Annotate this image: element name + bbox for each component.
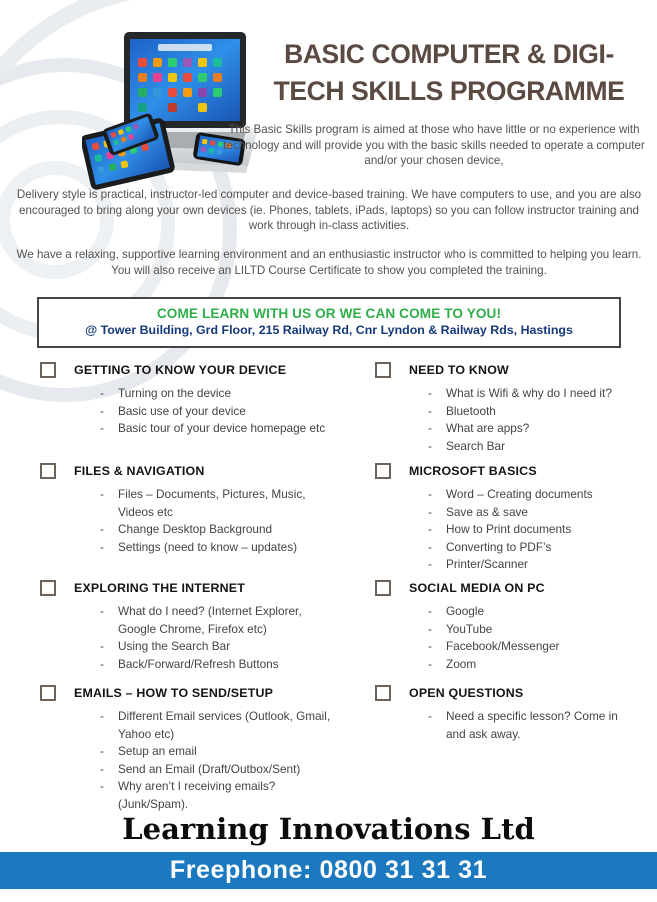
delivery-paragraph: Delivery style is practical, instructor-led computer and device-based training. We have computers to use, and you are also encouraged to bring along your own devices (ie. Phones, tablets, iPads, laptops) so you can follow instructor training and work through in-class activities. (16, 188, 642, 232)
section-title: FILES & NAVIGATION (74, 464, 205, 478)
dash-bullet: - (428, 421, 432, 435)
topic-text: Setup an email (118, 744, 197, 758)
topic-text: Printer/Scanner (446, 557, 528, 571)
banner-address: @ Tower Building, Grd Floor, 215 Railway Rd, Cnr Lyndon & Railway Rds, Hastings (85, 323, 573, 337)
section-header (40, 463, 352, 479)
section-checkbox[interactable] (40, 685, 56, 701)
topic-text: Files – Documents, Pictures, Music, Videos etc (118, 487, 306, 519)
topic-list (428, 603, 651, 673)
topic-item (428, 638, 651, 656)
section-checkbox[interactable] (375, 580, 391, 596)
dash-bullet: - (100, 744, 104, 758)
topic-item (100, 638, 352, 656)
topic-item (428, 403, 651, 421)
topic-text: Word – Creating documents (446, 487, 593, 501)
dash-bullet: - (100, 386, 104, 400)
topic-item (428, 556, 651, 574)
topic-item (100, 521, 352, 539)
topic-item (428, 486, 651, 504)
topic-text: YouTube (446, 621, 493, 636)
freephone-number: Freephone: 0800 31 31 31 (169, 856, 488, 884)
section-social-media-on-pc (375, 580, 651, 673)
topic-text: Need a specific lesson? Come in and ask away. (446, 709, 618, 741)
section-checkbox[interactable] (375, 362, 391, 378)
company-name: Learning Innovations Ltd (122, 812, 535, 846)
freephone-bar (0, 852, 657, 889)
topic-text: Back/Forward/Refresh Buttons (118, 656, 279, 671)
topic-item (100, 656, 352, 674)
section-title: EXPLORING THE INTERNET (74, 581, 245, 595)
topic-item (428, 385, 651, 403)
topic-item (100, 761, 352, 779)
topic-item (100, 539, 352, 557)
topic-item (100, 420, 352, 438)
topic-list (100, 486, 352, 556)
section-header (375, 463, 651, 479)
dash-bullet: - (428, 403, 432, 418)
dash-bullet: - (100, 539, 104, 554)
topic-item (428, 438, 651, 456)
topic-text: Different Email services (Outlook, Gmail, Yahoo etc) (118, 709, 331, 741)
section-title: GETTING TO KNOW YOUR DEVICE (74, 363, 287, 377)
section-emails (40, 685, 352, 813)
dash-bullet: - (428, 639, 432, 653)
topic-item (428, 708, 651, 743)
dash-bullet: - (100, 779, 104, 793)
location-banner (37, 297, 621, 348)
topic-text: Facebook/Messenger (446, 639, 560, 653)
page-title (246, 36, 652, 110)
topic-item (100, 778, 352, 813)
section-header (375, 685, 651, 701)
dash-bullet: - (100, 421, 104, 435)
topic-text: Converting to PDF’s (446, 539, 552, 554)
topic-item (428, 504, 651, 522)
dash-bullet: - (100, 761, 104, 776)
topic-item (428, 656, 651, 674)
environment-paragraph: We have a relaxing, supportive learning environment and an enthusiastic instructor who is committed to helping you learn. You will also receive an LILTD Course Certificate to show you completed the training. (16, 248, 642, 277)
section-microsoft-basics (375, 463, 651, 574)
section-header (40, 580, 352, 596)
section-checkbox[interactable] (375, 463, 391, 479)
topic-text: Zoom (446, 656, 477, 671)
section-title: MICROSOFT BASICS (409, 464, 537, 478)
topic-text: Basic tour of your device homepage etc (118, 421, 326, 435)
section-checkbox[interactable] (375, 685, 391, 701)
dash-bullet: - (428, 557, 432, 571)
topic-list (100, 708, 352, 813)
dash-bullet: - (100, 639, 104, 653)
dash-bullet: - (428, 656, 432, 671)
topic-text: Using the Search Bar (118, 639, 231, 653)
title-line-1: BASIC COMPUTER & DIGI- (284, 39, 614, 69)
dash-bullet: - (428, 621, 432, 636)
topic-item (100, 486, 352, 521)
topic-text: What are apps? (446, 421, 530, 435)
section-header (375, 580, 651, 596)
topic-text: Search Bar (446, 438, 506, 453)
topic-text: Settings (need to know – updates) (118, 539, 298, 554)
dash-bullet: - (428, 522, 432, 536)
topic-item (100, 603, 352, 638)
section-getting-to-know-your-device (40, 362, 352, 438)
section-files-and-navigation (40, 463, 352, 556)
section-title: EMAILS – HOW TO SEND/SETUP (74, 686, 274, 700)
dash-bullet: - (100, 604, 104, 618)
dash-bullet: - (428, 539, 432, 554)
dash-bullet: - (100, 403, 104, 418)
section-open-questions (375, 685, 651, 743)
topic-text: Basic use of your device (118, 403, 246, 418)
topic-list (100, 385, 352, 438)
dash-bullet: - (100, 709, 104, 723)
topic-item (428, 621, 651, 639)
topic-text: How to Print documents (446, 522, 572, 536)
section-title: OPEN QUESTIONS (409, 686, 524, 700)
title-line-2: TECH SKILLS PROGRAMME (273, 76, 625, 106)
section-checkbox[interactable] (40, 362, 56, 378)
topic-item (428, 539, 651, 557)
dash-bullet: - (428, 709, 432, 723)
dash-bullet: - (428, 504, 432, 519)
section-header (40, 685, 352, 701)
section-title: SOCIAL MEDIA ON PC (409, 581, 545, 595)
topic-list (428, 385, 651, 455)
dash-bullet: - (100, 487, 104, 501)
topic-list (428, 708, 651, 743)
banner-headline: COME LEARN WITH US OR WE CAN COME TO YOU! (156, 306, 502, 321)
topic-text: Save as & save (446, 504, 528, 519)
section-exploring-the-internet (40, 580, 352, 673)
topic-text: Why aren’t I receiving emails? (Junk/Spam). (118, 779, 276, 811)
topic-item (100, 708, 352, 743)
section-checkbox[interactable] (40, 463, 56, 479)
topic-text: What is Wifi & why do I need it? (446, 386, 612, 400)
topic-text: Change Desktop Background (118, 522, 273, 536)
dash-bullet: - (100, 656, 104, 671)
topic-text: Google (446, 604, 485, 618)
section-header (40, 362, 352, 378)
section-title: NEED TO KNOW (409, 363, 509, 377)
topic-item (428, 603, 651, 621)
intro-paragraph: This Basic Skills program is aimed at those who have little or no experience with technology and will provide you with the basic skills needed to operate a computer and/or your chosen device, (223, 123, 645, 167)
dash-bullet: - (100, 522, 104, 536)
topic-item (100, 403, 352, 421)
topic-item (428, 521, 651, 539)
topic-text: What do I need? (Internet Explorer, Google Chrome, Firefox etc) (118, 604, 302, 636)
section-need-to-know (375, 362, 651, 455)
dash-bullet: - (428, 487, 432, 501)
section-checkbox[interactable] (40, 580, 56, 596)
dash-bullet: - (428, 438, 432, 453)
topic-item (100, 385, 352, 403)
topic-item (428, 420, 651, 438)
topic-item (100, 743, 352, 761)
topic-list (100, 603, 352, 673)
topic-text: Bluetooth (446, 403, 496, 418)
dash-bullet: - (428, 604, 432, 618)
dash-bullet: - (428, 386, 432, 400)
topic-text: Turning on the device (118, 386, 232, 400)
section-header (375, 362, 651, 378)
topic-text: Send an Email (Draft/Outbox/Sent) (118, 761, 301, 776)
topic-list (428, 486, 651, 574)
